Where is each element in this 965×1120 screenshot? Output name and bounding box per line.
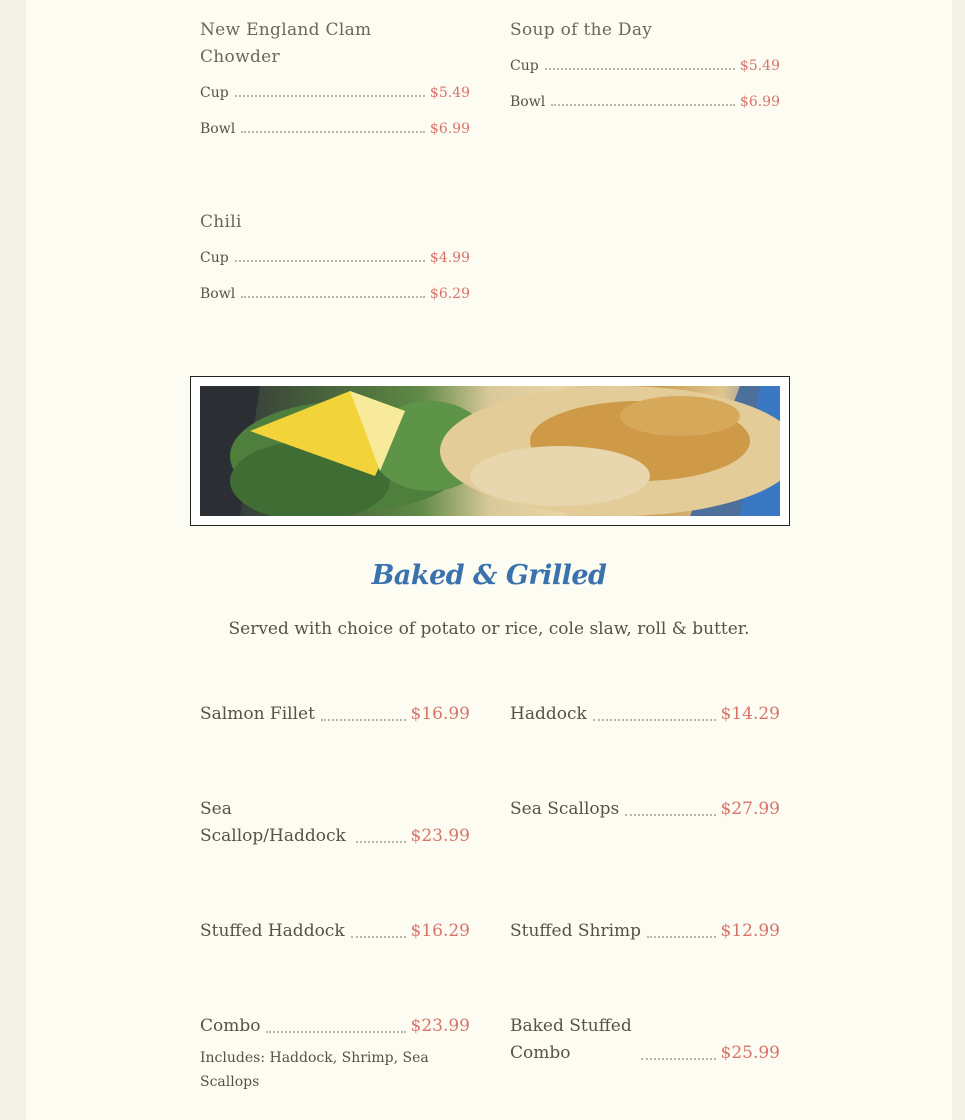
size-label: Cup	[200, 85, 229, 101]
price: $6.99	[429, 121, 470, 137]
item-row	[200, 701, 470, 728]
dot-leader	[625, 814, 715, 816]
item-name: Sea Scallops	[510, 799, 620, 819]
section-subtitle: Served with choice of potato or rice, cole slaw, roll & butter.	[228, 619, 750, 639]
dot-leader	[356, 841, 406, 843]
size-label: Cup	[200, 250, 229, 266]
photo-illustration	[200, 386, 780, 516]
dot-leader	[266, 1031, 405, 1033]
item-price: $12.99	[720, 921, 780, 941]
dot-leader	[241, 296, 425, 298]
soup-name: Soup of the Day	[510, 20, 653, 40]
price: $6.99	[739, 94, 780, 110]
size-label: Bowl	[200, 286, 236, 302]
dot-leader	[241, 131, 425, 133]
soup-chili	[200, 209, 470, 302]
soup-name: Chili	[200, 212, 242, 232]
item-note: Includes: Haddock, Shrimp, Sea Scallops	[200, 1050, 429, 1090]
item-name: Combo	[200, 1016, 261, 1036]
price-row-bowl	[200, 117, 470, 137]
menu-item-baked-stuffed-combo	[510, 1013, 780, 1067]
item-name: Stuffed Haddock	[200, 921, 345, 941]
soup-clam-chowder	[200, 17, 470, 137]
menu-page	[26, 0, 952, 1120]
item-row	[510, 796, 780, 823]
menu-item-stuffed-shrimp	[510, 918, 780, 945]
soup-name: New England Clam Chowder	[200, 20, 372, 67]
price: $5.49	[429, 85, 470, 101]
size-label: Cup	[510, 58, 539, 74]
item-price: $16.29	[410, 921, 470, 941]
price: $5.49	[739, 58, 780, 74]
item-row	[200, 796, 470, 850]
dot-leader	[545, 68, 735, 70]
price-row-bowl	[200, 282, 470, 302]
menu-item-stuffed-haddock	[200, 918, 470, 945]
price-row-cup	[200, 81, 470, 101]
item-name: Sea Scallop/Haddock	[200, 799, 346, 846]
item-price: $23.99	[410, 1016, 470, 1036]
menu-item-sea-scallops	[510, 796, 780, 823]
price: $6.29	[429, 286, 470, 302]
section-title: Baked & Grilled	[371, 560, 607, 591]
item-price: $14.29	[720, 704, 780, 724]
item-name: Stuffed Shrimp	[510, 921, 642, 941]
menu-item-sea-scallop-haddock	[200, 796, 470, 850]
dot-leader	[641, 1058, 716, 1060]
price-row-cup	[510, 54, 780, 74]
size-label: Bowl	[510, 94, 546, 110]
item-row	[510, 1013, 780, 1067]
price: $4.99	[429, 250, 470, 266]
item-price: $25.99	[720, 1043, 780, 1063]
item-price: $23.99	[410, 826, 470, 846]
item-price: $27.99	[720, 799, 780, 819]
item-row	[510, 918, 780, 945]
menu-item-combo	[200, 1013, 470, 1094]
dot-leader	[351, 936, 406, 938]
banner-frame	[190, 376, 790, 526]
size-label: Bowl	[200, 121, 236, 137]
item-row	[510, 701, 780, 728]
item-name: Salmon Fillet	[200, 704, 315, 724]
menu-item-haddock	[510, 701, 780, 728]
dot-leader	[235, 260, 425, 262]
dot-leader	[593, 719, 716, 721]
menu-item-salmon-fillet	[200, 701, 470, 728]
item-price: $16.99	[410, 704, 470, 724]
price-row-bowl	[510, 90, 780, 110]
item-name: Baked Stuffed Combo	[510, 1016, 632, 1063]
dot-leader	[647, 936, 716, 938]
item-row	[200, 918, 470, 945]
dot-leader	[551, 104, 735, 106]
item-row	[200, 1013, 470, 1040]
item-name: Haddock	[510, 704, 587, 724]
price-row-cup	[200, 246, 470, 266]
baked-fish-photo-icon	[200, 386, 780, 516]
dot-leader	[235, 95, 425, 97]
soup-of-the-day	[510, 17, 780, 110]
dot-leader	[321, 719, 406, 721]
